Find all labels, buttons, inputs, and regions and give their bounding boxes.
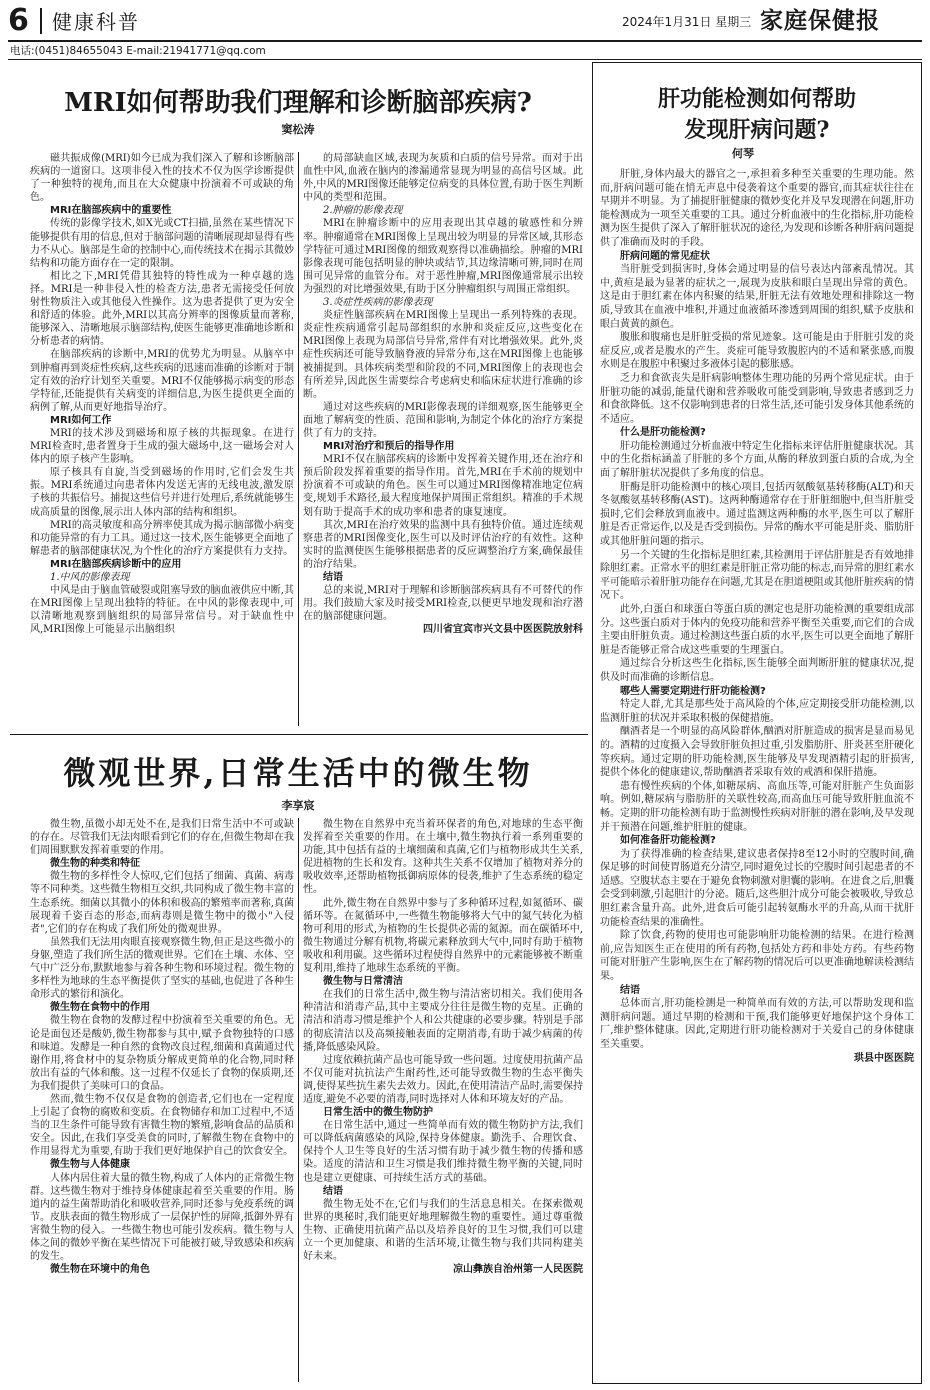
paragraph: 除了饮食,药物的使用也可能影响肝功能检测的结果。在进行检测前,应告知医生正在使用的所有药物,包括处方药和非处方药。有些药物可能对肝脏产生影响,医生在了解药物的情况后可以更准确地解读检测结果。 xyxy=(600,930,914,983)
paragraph: 总体而言,肝功能检测是一种简单而有效的方法,可以帮助发现和监测肝病问题。通过早期的检测和干预,我们能够更好地保护这个身体工厂,维护整体健康。因此,定期进行肝功能检测对于关爱自己的身体健康至关重要。 xyxy=(600,998,914,1050)
paragraph: MRI在肿瘤诊断中的应用表现出其卓越的敏感性和分辨率。肿瘤通常在MRI图像上呈现出较为明显的异常区域,其形态学特征可通过MRI图像的细致观察得以准确描绘。肿瘤的MRI影像表现可能包括明显的肿块或结节,其边缘清晰可辨,同时在周围可见异常的血管分布。对于恶性肿瘤,MRI图像通常展示出较为强烈的对比增强效果,有助于区分肿瘤组织与周围正常组织。 xyxy=(303,218,583,295)
paragraph: 然而,微生物不仅仅是食物的创造者,它们也在一定程度上引起了食物的腐败和变质。在食物储存和加工过程中,不适当的卫生条件可能导致有害微生物的繁殖,影响食品的品质和安全。因此,在我们享受美食的同时,了解微生物在食物中的作用显得尤为重要,有助于我们更好地保护自己的饮食安全。 xyxy=(30,1093,294,1158)
page-number: 6 xyxy=(8,3,29,38)
subheading: 如何准备肝功能检测? xyxy=(620,835,716,847)
mri-column-divider xyxy=(298,152,299,726)
paragraph: 此外,微生物在自然界中参与了多种循环过程,如氮循环、碳循环等。在氮循环中,一些微生物能够将大气中的氮气转化为植物可利用的形式,为植物的生长提供必需的氮源。而在碳循环中,微生物通过分解有机物,将碳元素释放到大气中,同时有助于植物吸收和利用碳。这些循环过程使得自然界中的元素能够被不断重复利用,维持了地球生态系统的平衡。 xyxy=(303,897,583,975)
masthead: 家庭保健报 xyxy=(760,7,880,34)
source-line: 凉山彝族自治州第一人民医院 xyxy=(453,1264,583,1276)
subheading: 哪些人需要定期进行肝功能检测? xyxy=(620,685,766,697)
paragraph: 微生物的多样性令人惊叹,它们包括了细菌、真菌、病毒等不同种类。这些微生物相互交织,共同构成了微生物丰富的生态系统。细菌以其微小的体积和极高的繁殖率而著称,真菌展现着千姿百态的形态,而病毒则是微生物中的微小"入侵者",它们的存在构成了我们所处的微观世界。 xyxy=(30,871,294,935)
paragraph: MRI不仅在脑部疾病的诊断中发挥着关键作用,还在治疗和预后阶段发挥着重要的指导作用。首先,MRI在手术前的规划中扮演着不可或缺的角色。医生可以通过MRI图像精准地定位病变,规划手术路径,最大程度地保护周围正常组织。精准的手术规划有助于提高手术的成功率和患者的康复速度。 xyxy=(303,454,583,518)
paragraph: 乏力和食欲丧失是肝病影响整体生理功能的另两个常见症状。由于肝脏功能的减弱,能量代谢和营养吸收可能受到影响,导致患者感到乏力和食欲降低。这不仅影响到患者的日常生活,还可能引发身体其他系统的不适应。 xyxy=(600,372,914,425)
subheading: MRI在脑部疾病诊断中的应用 xyxy=(50,558,182,570)
paragraph: 肝功能检测通过分析血液中特定生化指标来评估肝脏健康状况。其中的生化指标涵盖了肝脏的多个方面,从酶的释放到蛋白质的合成,为全面了解肝脏状况提供了多角度的信息。 xyxy=(600,440,914,480)
subheading: 微生物的种类和特征 xyxy=(50,858,140,870)
paragraph: 此外,白蛋白和球蛋白等蛋白质的测定也是肝功能检测的重要组成部分。这些蛋白质对于体内的免疫功能和营养平衡至关重要,而它们的合成主要由肝脏负责。通过检测这些蛋白质的水平,医生可以更全面地了解肝脏是否能够正常合成这些重要的生理蛋白。 xyxy=(600,604,914,656)
subheading: MRI对治疗和预后的指导作用 xyxy=(323,441,455,453)
subheading: 结语 xyxy=(620,984,640,996)
paragraph: 原子核具有自旋,当受到磁场的作用时,它们会发生共振。MRI系统通过向患者体内发送无害的无线电波,激发原子核的共振信号。捕捉这些信号并进行处理后,系统就能够生成高质量的图像,展示出人体内部的结构和组织。 xyxy=(30,467,294,518)
paragraph: 其次,MRI在治疗效果的监测中具有独特价值。通过连续观察患者的MRI图像变化,医生可以及时评估治疗的有效性。这种实时的监测使医生能够根据患者的反应调整治疗方案,确保最佳的治疗结果。 xyxy=(303,519,583,570)
mri-column-right xyxy=(303,152,583,728)
paragraph: 传统的影像学技术,如X光或CT扫描,虽然在某些情况下能够提供有用的信息,但对于脑部问题的清晰展现却显得有些力不从心。脑部是生命的控制中心,而传统技术在揭示其微妙结构和功能方面存在一定的限制。 xyxy=(30,218,294,269)
page-header xyxy=(0,0,930,44)
paragraph: 特定人群,尤其是那些处于高风险的个体,应定期接受肝功能检测,以监测肝脏的状况并采取积极的保健措施。 xyxy=(600,699,914,724)
microbe-article-title: 微观世界,日常生活中的微生物 xyxy=(63,754,533,792)
mri-column-left xyxy=(30,152,294,728)
liver-article-title-line1: 肝功能检测如何帮助 xyxy=(657,86,856,112)
paragraph: 中风是由于脑血管破裂或阻塞导致的脑血液供应中断,其在MRI图像上呈现出独特的特征。在中风的影像表现中,可以清晰地观察到脑组织的局部异常信号。对于缺血性中风,MRI图像上可能显示出脑组织 xyxy=(30,585,294,636)
contact-line: 电话:(0451)84655043 E-mail:21941771@qq.com xyxy=(10,45,266,57)
paragraph: 肝酶是肝功能检测中的核心项目,包括丙氨酸氨基转移酶(ALT)和天冬氨酸氨基转移酶(AST)。这两种酶通常存在于肝脏细胞中,但当肝脏受损时,它们会释放到血液中。通过监测这两种酶的水平,医生可以了解肝脏是否正常运作,以及是否受到损伤。异常的酶水平可能是肝炎、脂肪肝或其他肝脏问题的指示。 xyxy=(600,481,914,548)
liver-article-body xyxy=(600,168,914,1380)
paragraph: 总的来说,MRI对于理解和诊断脑部疾病具有不可替代的作用。我们鼓励大家及时接受MRI检查,以便更早地发现和治疗潜在的脑部健康问题。 xyxy=(303,585,583,623)
paragraph: 通过综合分析这些生化指标,医生能够全面判断肝脏的健康状况,提供及时而准确的诊断信息。 xyxy=(600,658,914,683)
source-line: 四川省宜宾市兴文县中医医院放射科 xyxy=(423,624,583,636)
paragraph: 为了获得准确的检查结果,建议患者保持8至12小时的空腹时间,确保足够的时间使胃肠道充分清空,同时避免过长的空腹时间引起患者的不适感。空腹状态主要在于避免食物刺激对胆囊的影响。在进食之后,胆囊会受到刺激,引起胆汁的分泌。随后,这些胆汁成分可能会被吸收,导致总胆红素含量升高。此外,进食后可能引起转氨酶水平的升高,从而干扰肝功能检查结果的准确性。 xyxy=(600,848,914,928)
paragraph: 患有慢性疾病的个体,如糖尿病、高血压等,可能对肝脏产生负面影响。例如,糖尿病与脂肪肝的关联性较高,而高血压可能导致肝脏血流不畅。定期的肝功能检测有助于监测慢性疾病对肝脏的潜在影响,及早发现并干预潜在问题,维护肝脏的健康。 xyxy=(600,780,914,833)
paragraph: 在我们的日常生活中,微生物与清洁密切相关。我们使用各种清洁和消毒产品,其中主要成分往往是微生物的克星。正确的清洁和消毒习惯是维护个人和公共健康的必要步骤。特别是手部的彻底清洁以及高频接触表面的定期消毒,有助于减少病菌的传播,降低感染风险。 xyxy=(303,989,583,1053)
header-rule xyxy=(8,40,922,42)
subheading: 结语 xyxy=(323,1185,343,1197)
paragraph: 磁共振成像(MRI)如今已成为我们深入了解和诊断脑部疾病的一道窗口。这项非侵入性的技术不仅为医学诊断提供了一种独特的视角,而且在大众健康中扮演着不可或缺的角色。 xyxy=(30,153,294,204)
subheading: 微生物与日常清洁 xyxy=(323,976,403,988)
paragraph: 虽然我们无法用肉眼直接观察微生物,但正是这些微小的身躯,塑造了我们所生活的微观世界。它们在土壤、水体、空气中广泛分布,默默地参与着各种生物和环境过程。微生物的多样性为地球的生态平衡提供了坚实的基础,也促进了各种生命形式的繁衍和演化。 xyxy=(30,936,294,1001)
article-separator xyxy=(10,734,588,735)
subheading: MRI如何工作 xyxy=(50,414,112,426)
paragraph: 微生物在食物的发酵过程中扮演着至关重要的角色。无论是面包还是酸奶,微生物都参与其中,赋予食物独特的口感和味道。发酵是一种自然的食物改良过程,细菌和真菌通过代谢作用,将食材中的复杂物质分解成更简单的化合物,同时释放出有益的气体和酸。这一过程不仅延长了食物的保质期,还为我们提供了美味可口的食品。 xyxy=(30,1015,294,1092)
paragraph: 通过对这些疾病的MRI影像表现的详细观察,医生能够更全面地了解病变的性质、范围和影响,为制定个体化的治疗方案提供了有力的支持。 xyxy=(303,401,583,439)
liver-article-title-line2: 发现肝病问题? xyxy=(684,117,830,143)
paragraph: 微生物,虽微小却无处不在,是我们日常生活中不可或缺的存在。尽管我们无法肉眼看到它们的存在,但微生物却在我们周围默默发挥着重要的作用。 xyxy=(30,819,294,857)
paragraph: 酗酒者是一个明显的高风险群体,酗酒对肝脏造成的损害是显而易见的。酒精的过度摄入会导致肝脏负担过重,引发脂肪肝、肝炎甚至肝硬化等疾病。通过定期的肝功能检测,医生能够及早发现酒精引起的肝损害,提供个体化的健康建议,帮助酗酒者采取有效的戒酒和保肝措施。 xyxy=(600,726,914,779)
subheading: 日常生活中的微生物防护 xyxy=(323,1107,433,1119)
microbe-column-left xyxy=(30,818,294,1384)
paragraph: MRI的技术涉及到磁场和原子核的共振现象。在进行MRI检查时,患者置身于生成的强大磁场中,这一磁场会对人体内的原子核产生影响。 xyxy=(30,427,294,466)
header-divider xyxy=(40,8,42,34)
mri-article-title: MRI如何帮助我们理解和诊断脑部疾病? xyxy=(64,88,532,118)
subheading: 结语 xyxy=(323,572,343,583)
subsection-heading: 3.炎症性疾病的影像表现 xyxy=(323,297,433,309)
microbe-article-author: 李享宸 xyxy=(281,799,315,812)
paragraph: 腹胀和腹痛也是肝脏受损的常见迹象。这可能是由于肝脏引发的炎症反应,或者是腹水的产生。炎症可能导致腹腔内的不适和紧张感,而腹水则是在腹腔中积聚过多液体引起的膨胀感。 xyxy=(600,332,914,371)
paragraph: 炎症性脑部疾病在MRI图像上呈现出一系列特殊的表现。炎症性疾病通常引起局部组织的水肿和炎症反应,这些变化在MRI图像上表现为局部信号异常,常伴有对比增强效果。此外,炎症性疾病还可能导致脑脊液的异常分布,这在MRI图像上也能够被捕捉到。具体疾病类型和阶段的不同,MRI图像上的表现也会有所差异,因此医生需要综合考虑病史和临床症状进行准确的诊断。 xyxy=(303,310,583,400)
paragraph: 人体内居住着大量的微生物,构成了人体内的正常微生物群。这些微生物对于维持身体健康起着至关重要的作用。肠道内的益生菌帮助消化和吸收营养,同时还参与免疫系统的调节。皮肤表面的微生物形成了一层保护性的屏障,抵御外界有害微生物的侵入。一些微生物也可能引发疾病。微生物与人体之间的微妙平衡在某些情况下可能被打破,导致感染和疾病的发生。 xyxy=(30,1172,294,1263)
subsection-heading: 1.中风的影像表现 xyxy=(50,572,130,583)
subheading: MRI在脑部疾病中的重要性 xyxy=(50,205,172,217)
paragraph: MRI的高灵敏度和高分辨率使其成为揭示脑部微小病变和功能异常的有力工具。通过这一技术,医生能够更全面地了解患者的脑部健康状况,为个性化的治疗方案提供有力支持。 xyxy=(30,519,294,557)
paragraph: 微生物无处不在,它们与我们的生活息息相关。在探索微观世界的奥秘时,我们能更好地理解微生物的重要性。通过尊重微生物、正确使用抗菌产品以及培养良好的卫生习惯,我们可以建立一个更加健康、和谐的生活环境,让微生物与我们共同构建美好未来。 xyxy=(303,1198,583,1263)
paragraph: 在日常生活中,通过一些简单而有效的微生物防护方法,我们可以降低病菌感染的风险,保持身体健康。勤洗手、合理饮食、保持个人卫生等良好的生活习惯有助于减少微生物的传播和感染。适度的清洁和卫生习惯是我们维持微生物平衡的关键,同时也是建立更健康、可持续生活方式的基础。 xyxy=(303,1120,583,1184)
paragraph: 过度依赖抗菌产品也可能导致一些问题。过度使用抗菌产品不仅可能对抗抗法产生耐药性,还可能导致微生物的生态平衡失调,使得某些抗生素失去效力。因此,在使用清洁产品时,需要保持适度,避免不必要的消毒,同时选择对人体和环境友好的产品。 xyxy=(303,1054,583,1105)
microbe-column-right xyxy=(303,818,583,1384)
microbe-column-divider xyxy=(298,818,299,1382)
subsection-heading: 2.肿瘤的影像表现 xyxy=(323,205,403,217)
subheading: 微生物在环境中的角色 xyxy=(50,1264,150,1276)
paragraph: 肝脏,身体内最大的器官之一,承担着多种至关重要的生理功能。然而,肝病问题可能在悄无声息中侵袭着这个重要的器官,而其症状往往在早期并不明显。为了捕捉肝脏健康的微妙变化并及早发现潜在问题,肝功能检测成为一项至关重要的工具。通过分析血液中的生化指标,肝功能检测为医生提供了深入了解肝脏状况的途径,为发现和诊断各种肝病问题提供了准确而及时的手段。 xyxy=(600,169,914,248)
subheading: 肝病问题的常见症状 xyxy=(620,250,710,262)
subheading: 微生物与人体健康 xyxy=(50,1159,130,1171)
mri-article-author: 窦松涛 xyxy=(281,123,315,136)
issue-date: 2024年1月31日 星期三 xyxy=(622,15,752,29)
paragraph: 的局部缺血区域,表现为灰质和白质的信号异常。而对于出血性中风,血液在脑内的渗漏通常显现为明显的高信号区域。此外,中风的MRI图像还能够定位病变的具体位置,有助于医生判断中风的类型和范围。 xyxy=(303,153,583,204)
subheading: 什么是肝功能检测? xyxy=(620,427,706,439)
paragraph: 相比之下,MRI凭借其独特的特性成为一种卓越的选择。MRI是一种非侵入性的检查方法,患者无需接受任何放射性物质注入或其他侵入性操作。这为患者提供了更为安全和舒适的体验。此外,MRI以其高分辨率的图像质量而著称,能够深入、清晰地展示脑部结构,使医生能够更准确地诊断和分析患者的病情。 xyxy=(30,270,294,348)
section-name: 健康科普 xyxy=(52,10,140,34)
paragraph: 在脑部疾病的诊断中,MRI的优势尤为明显。从脑卒中到肿瘤再到炎症性疾病,这些疾病的迅速而准确的诊断对于制定有效的治疗计划至关重要。MRI不仅能够揭示病变的形态学特征,还能提供有关病变的详细信息,为医生提供更全面的病例了解,从而更好地指导治疗。 xyxy=(30,349,294,413)
subheading: 微生物在食物中的作用 xyxy=(50,1002,150,1014)
source-line: 珙县中医医院 xyxy=(854,1052,914,1064)
paragraph: 当肝脏受到损害时,身体会通过明显的信号表达内部紊乱情况。其中,黄疸是最为显著的症状之一,展现为皮肤和眼白呈现出异常的黄色。这是由于胆红素在体内积聚的结果,肝脏无法有效地处理和排除这一物质,导致其在血液中堆积,并通过血液循环渗透到周围的组织,赋予皮肤和眼白黄黄的颜色。 xyxy=(600,264,914,330)
contact-rule xyxy=(8,59,922,60)
paragraph: 另一个关键的生化指标是胆红素,其检测用于评估肝脏是否有效地排除胆红素。正常水平的胆红素是肝脏正常功能的标志,而异常的胆红素水平可能暗示着肝脏功能存在问题,尤其是在胆道梗阻或其他肝脏疾病的情况下。 xyxy=(600,549,914,602)
paragraph: 微生物在自然界中充当着环保者的角色,对地球的生态平衡发挥着至关重要的作用。在土壤中,微生物执行着一系列重要的功能,其中包括有益的土壤细菌和真菌,它们与植物形成共生关系,促进植物的生长和发育。这种共生关系不仅增加了植物对养分的吸收效率,还帮助植物抵御病原体的侵袭,维护了生态系统的稳定性。 xyxy=(303,819,583,896)
liver-article-author: 何琴 xyxy=(732,147,754,160)
